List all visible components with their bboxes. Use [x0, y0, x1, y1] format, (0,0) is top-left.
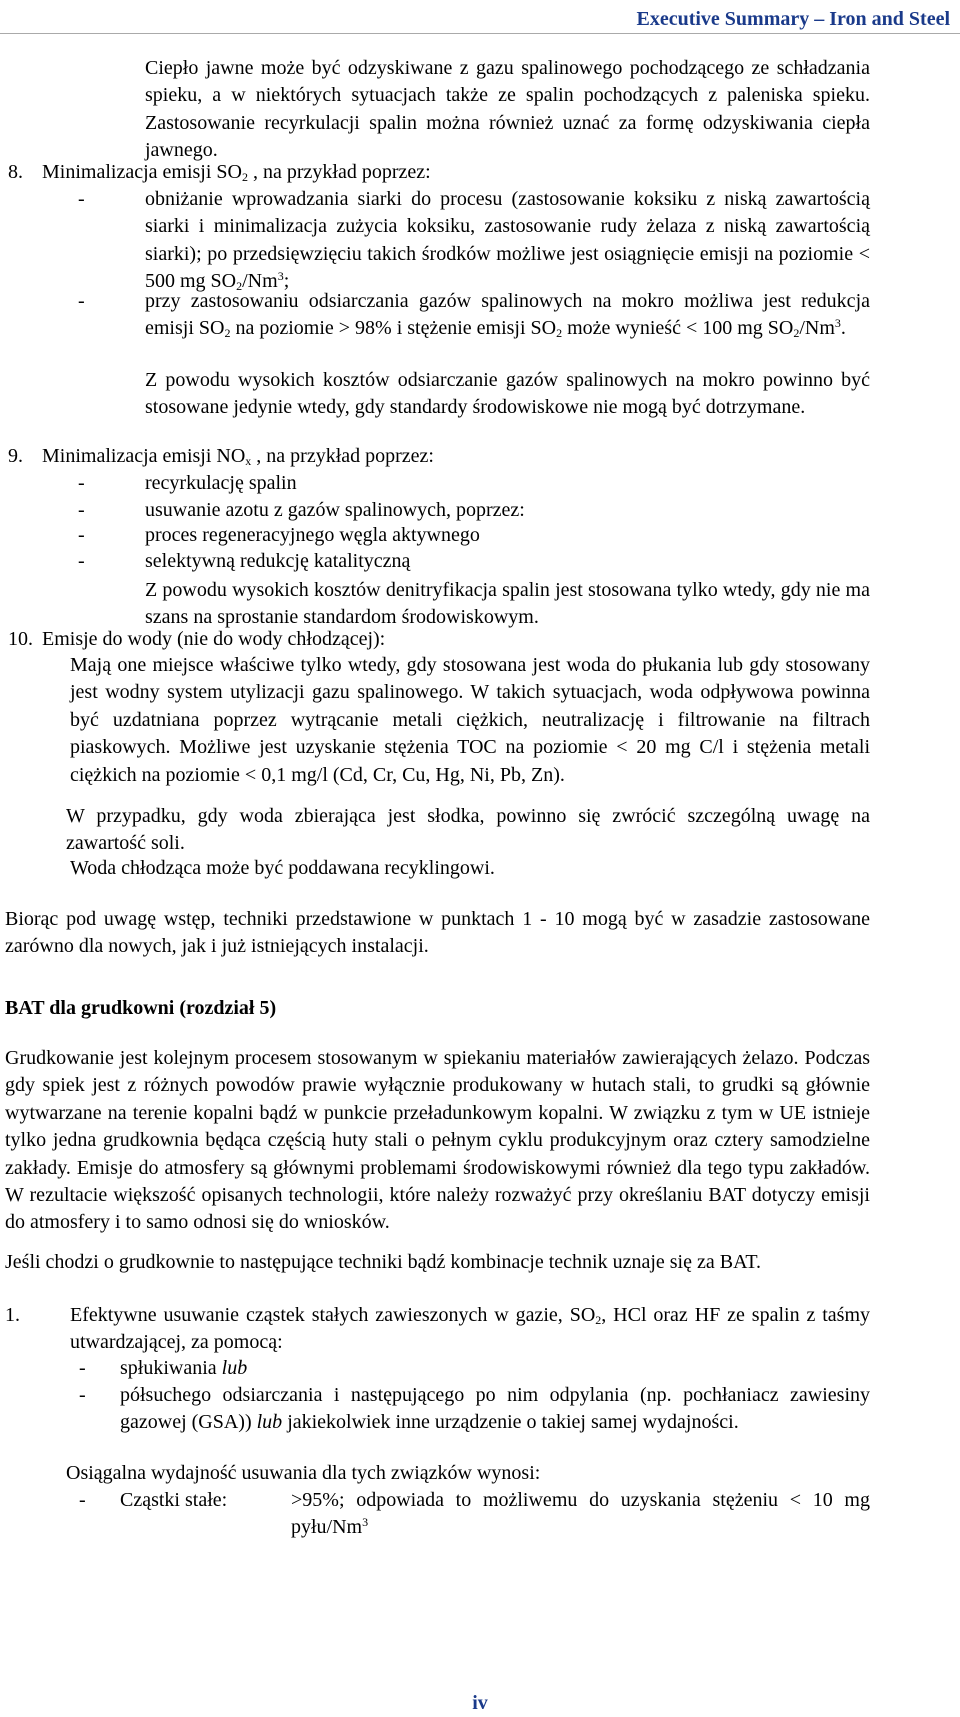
running-header: Executive Summary – Iron and Steel: [636, 8, 950, 30]
item-9-note: Z powodu wysokich kosztów denitryfikacja spalin jest stosowana tylko wtedy, gdy nie ma szans na sprostanie standardom środowiskowym.: [145, 579, 870, 629]
item-10-paragraph-1: Mają one miejsce właściwe tylko wtedy, gdy stosowana jest woda do płukania lub gdy stosowany jest wodny system utylizacji gazu spalinowego. W takich sytuacjach, woda odpływowa powinna być uzdatniana poprzez wytrącanie metali ciężkich, neutralizację i filtrowanie na filtrach piaskowych. Możliwe jest uzyskanie stężenia TOC na poziomie < 20 mg C/l i stężenia metali ciężkich na poziomie < 0,1 mg/l (Cd, Cr, Cu, Hg, Ni, Pb, Zn).: [70, 654, 870, 786]
intro-paragraph: Ciepło jawne może być odzyskiwane z gazu spalinowego pochodzącego ze schładzania spieku, a w niektórych sytuacjach także ze spalin pochodzących z paleniska spieku. Zastosowanie recyrkulacji spalin można również uznać za formę odzyskiwania ciepła jawnego.: [145, 57, 870, 162]
item-8-bullet-2: - przy zastosowaniu odsiarczania gazów spalinowych na mokro możliwa jest redukcja emisji $SO_2$ na poziomie > 98% i stężenie emisji $SO_2$ może wynieść < 100 mg $SO_2/Nm^3$.: [78, 290, 870, 341]
item-8-note: Z powodu wysokich kosztów odsiarczanie gazów spalinowych na mokro powinno być stosowane jedynie wtedy, gdy standardy środowiskowe nie mogą być dotrzymane.: [145, 369, 870, 419]
item-9-bullet: - usuwanie azotu z gazów spalinowych, poprzez:: [78, 499, 525, 521]
point-1-number: 1.: [5, 1304, 20, 1326]
header-rule: [0, 33, 960, 34]
summary-paragraph: Biorąc pod uwagę wstęp, techniki przedstawione w punktach 1 - 10 mogą być w zasadzie zastosowane zarówno dla nowych, jak i już istniejących instalacji.: [5, 908, 870, 958]
point-1-efficiency-line: Osiągalna wydajność usuwania dla tych związków wynosi:: [66, 1462, 541, 1484]
point-1: 1. Efektywne usuwanie cząstek stałych zawieszonych w gazie, $SO_2$, HCl oraz HF ze spalin z taśmy utwardzającej, za pomocą:: [5, 1302, 870, 1357]
item-9-bullet: - recyrkulację spalin: [78, 472, 297, 494]
item-9-bullet: - proces regeneracyjnego węgla aktywnego: [78, 524, 480, 546]
particulates-label: Cząstki stałe:: [120, 1489, 228, 1511]
section-line: Jeśli chodzi o grudkownie to następujące techniki bądź kombinacje technik uznaje się za BAT.: [5, 1251, 762, 1273]
point-1-efficiency-row: - Cząstki stałe: >95%; odpowiada to możliwemu do uzyskania stężeniu < 10 mg pyłu/Nm$^3$: [79, 1487, 870, 1542]
item-8-title: 8. Minimalizacja emisji $SO_2$ , na przykład poprzez:: [8, 159, 870, 186]
item-10-title: 10. Emisje do wody (nie do wody chłodzącej):: [8, 626, 870, 653]
item-8-number: 8.: [8, 161, 23, 183]
item-10-number: 10.: [8, 628, 33, 650]
item-9-bullet: - selektywną redukcję katalityczną: [78, 550, 411, 572]
item-9-title: 9. Minimalizacja emisji $NO_x$ , na przykład poprzez:: [8, 443, 870, 470]
item-9-number: 9.: [8, 445, 23, 467]
section-paragraph: Grudkowanie jest kolejnym procesem stosowanym w spiekaniu materiałów zawierających żelazo. Podczas gdy spiek jest z różnych powodów prawie wyłącznie produkowany w hutach stali, to grudki są głównie wytwarzane na terenie kopalni bądź w punkcie przeładunkowym kopalni. W związku z tym w UE istnieje tylko jedna grudkownia będąca częścią huty stali o pełnym cyklu produkcyjnym oraz cztery samodzielne zakłady. Emisje do atmosfery są głównymi problemami środowiskowymi również dla tego typu zakładów. W rezultacie większość opisanych technologii, które należy rozważyć przy określaniu BAT dotyczy emisji do atmosfery i to samo odnosi się do wniosków.: [5, 1047, 870, 1234]
item-10-paragraph-3: Woda chłodząca może być poddawana recyklingowi.: [70, 857, 495, 879]
item-10-paragraph-2: W przypadku, gdy woda zbierająca jest słodka, powinno się zwrócić szczególną uwagę na zawartość soli.: [66, 805, 870, 855]
point-1-bullet-2: - półsuchego odsiarczania i następującego po nim odpylania (np. pochłaniacz zawiesiny gazowej (GSA)) lub jakiekolwiek inne urządzenie o takiej samej wydajności.: [79, 1384, 870, 1434]
page-number: iv: [472, 1692, 488, 1714]
item-8-bullet-1: - obniżanie wprowadzania siarki do procesu (zastosowanie koksiku z niską zawartością siarki i minimalizacja zużycia koksiku, zastosowanie rudy żelaza z niską zawartością siarki); po przedsięwzięciu takich środków możliwe jest osiągnięcie emisji na poziomie < 500 mg $SO_2/Nm^3$;: [78, 188, 870, 294]
section-heading: BAT dla grudkowni (rozdział 5): [5, 997, 277, 1019]
point-1-bullet-1: - spłukiwania lub: [79, 1357, 248, 1379]
